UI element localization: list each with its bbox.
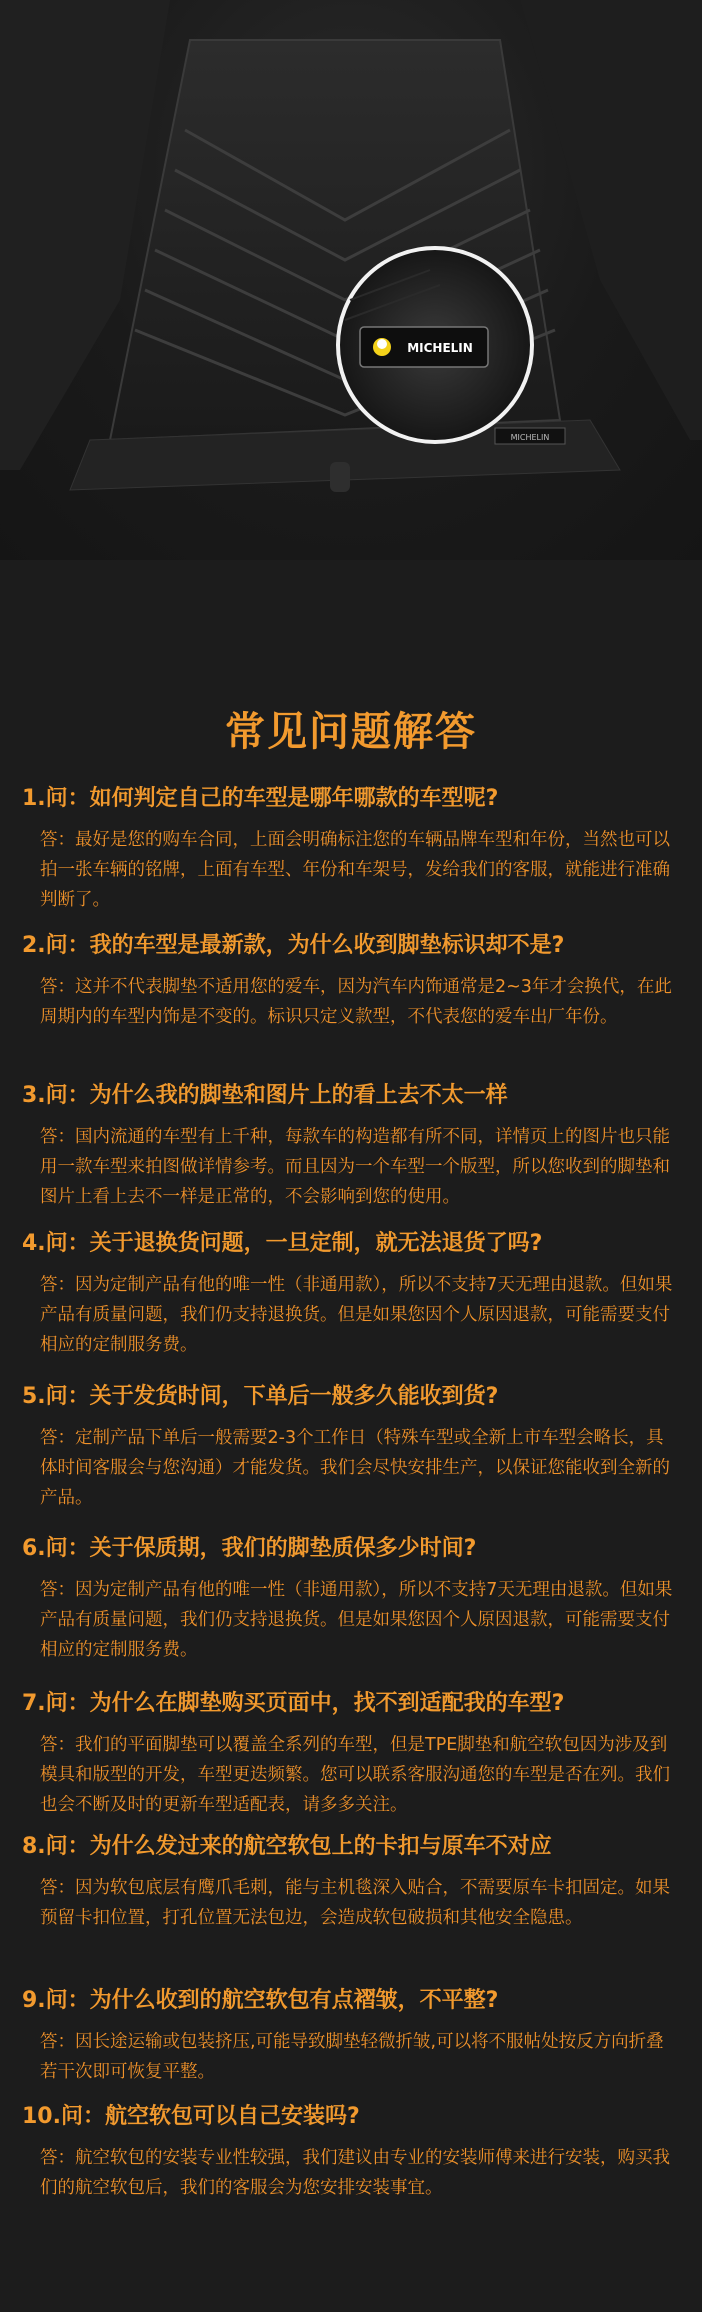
faq-answer: 答：因为定制产品有他的唯一性（非通用款），所以不支持7天无理由退款。但如果产品有质量问题，我们仍支持退换货。但是如果您因个人原因退款，可能需要支付相应的定制服务费。: [40, 1580, 673, 1660]
trunk-mat-illustration: [0, 0, 702, 560]
faq-question: 6.问：关于保质期，我们的脚垫质保多少时间?: [22, 1536, 477, 1561]
faq-answer: 答：这并不代表脚垫不适用您的爱车，因为汽车内饰通常是2~3年才会换代，在此周期内的车型内饰是不变的。标识只定义款型，不代表您的爱车出厂年份。: [40, 977, 672, 1027]
faq-item-2: [22, 930, 682, 1032]
michelin-badge-text: MICHELIN: [407, 341, 473, 355]
faq-question: 4.问：关于退换货问题，一旦定制，就无法退货了吗?: [22, 1231, 543, 1256]
faq-answer: 答：航空软包的安装专业性较强，我们建议由专业的安装师傅来进行安装，购买我们的航空软包后，我们的客服会为您安排安装事宜。: [40, 2148, 670, 2198]
faq-question: 5.问：关于发货时间，下单后一般多久能收到货?: [22, 1384, 499, 1409]
faq-item-3: [22, 1080, 682, 1212]
faq-question: 10.问：航空软包可以自己安装吗?: [22, 2104, 360, 2129]
faq-item-10: [22, 2101, 682, 2203]
mat-logo-text: MICHELIN: [510, 433, 550, 442]
faq-answer: 答：国内流通的车型有上千种，每款车的构造都有所不同，详情页上的图片也只能用一款车型来拍图做详情参考。而且因为一个车型一个版型，所以您收到的脚垫和图片上看上去不一样是正常的，不会影响到您的使用。: [40, 1127, 670, 1207]
faq-item-6: [22, 1533, 682, 1665]
faq-answer: 答：因为软包底层有鹰爪毛刺，能与主机毯深入贴合，不需要原车卡扣固定。如果预留卡扣位置，打孔位置无法包边，会造成软包破损和其他安全隐患。: [40, 1878, 670, 1928]
faq-question: 7.问：为什么在脚垫购买页面中，找不到适配我的车型?: [22, 1691, 565, 1716]
faq-item-1: [22, 783, 682, 915]
product-hero-image: [0, 0, 702, 560]
faq-question: 3.问：为什么我的脚垫和图片上的看上去不太一样: [22, 1083, 508, 1108]
faq-answer: 答：定制产品下单后一般需要2-3个工作日（特殊车型或全新上市车型会略长，具体时间客服会与您沟通）才能发货。我们会尽快安排生产，以保证您能收到全新的产品。: [40, 1428, 670, 1508]
faq-item-5: [22, 1381, 682, 1513]
faq-answer: 答：因长途运输或包装挤压,可能导致脚垫轻微折皱,可以将不服帖处按反方向折叠若干次即可恢复平整。: [40, 2032, 664, 2082]
faq-question: 1.问：如何判定自己的车型是哪年哪款的车型呢?: [22, 786, 499, 811]
faq-question: 9.问：为什么收到的航空软包有点褶皱，不平整?: [22, 1988, 499, 2013]
faq-question: 2.问：我的车型是最新款，为什么收到脚垫标识却不是?: [22, 933, 565, 958]
faq-answer: 答：最好是您的购车合同，上面会明确标注您的车辆品牌车型和年份，当然也可以拍一张车辆的铭牌，上面有车型、年份和车架号，发给我们的客服，就能进行准确判断了。: [40, 830, 670, 910]
faq-item-7: [22, 1688, 682, 1820]
faq-answer: 答：因为定制产品有他的唯一性（非通用款），所以不支持7天无理由退款。但如果产品有质量问题，我们仍支持退换货。但是如果您因个人原因退款，可能需要支付相应的定制服务费。: [40, 1275, 673, 1355]
faq-answer: 答：我们的平面脚垫可以覆盖全系列的车型，但是TPE脚垫和航空软包因为涉及到模具和版型的开发，车型更迭频繁。您可以联系客服沟通您的车型是否在列。我们也会不断及时的更新车型适配表，请多多关注。: [40, 1735, 670, 1815]
faq-item-8: [22, 1831, 682, 1933]
faq-item-9: [22, 1985, 682, 2087]
faq-item-4: [22, 1228, 682, 1360]
faq-title: 常见问题解答: [225, 709, 477, 755]
faq-question: 8.问：为什么发过来的航空软包上的卡扣与原车不对应: [22, 1834, 552, 1859]
